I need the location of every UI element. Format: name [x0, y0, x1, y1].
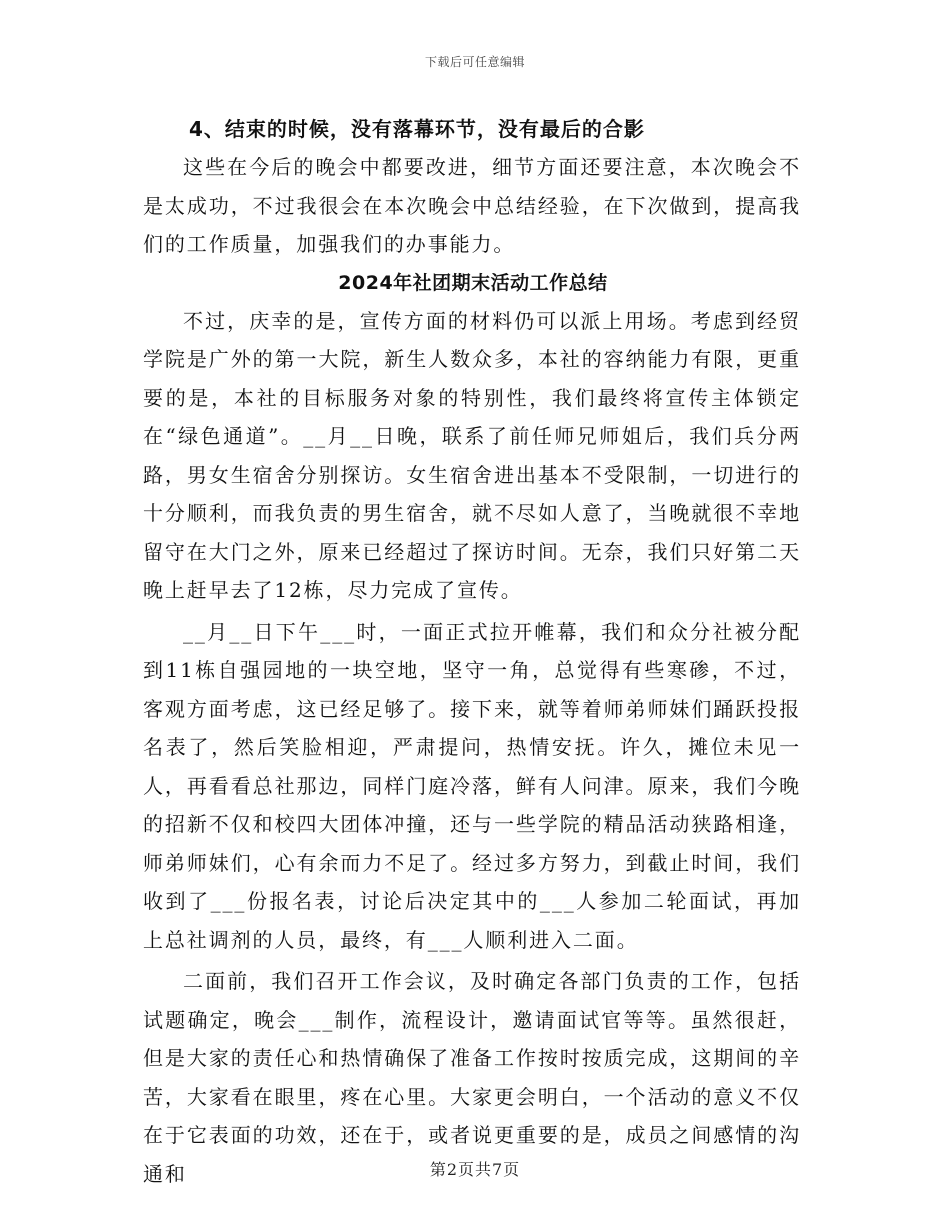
document-title: 2024年社团期末活动工作总结 [338, 271, 608, 294]
paragraph-1: 这些在今后的晚会中都要改进，细节方面还要注意，本次晚会不是太成功，不过我很会在本次晚会中总结经验，在下次做到，提高我们的工作质量，加强我们的办事能力。 [143, 155, 801, 256]
paragraph-3: __月__日下午___时，一面正式拉开帷幕，我们和众分社被分配到11栋自强园地的一块空地，坚守一角，总觉得有些寒碜，不过，客观方面考虑，这已经足够了。接下来，就等着师弟师妹们踊跃投报名表了，然后笑脸相迎，严肃提问，热情安抚。许久，摊位未见一人，再看看总社那边，同样门庭冷落，鲜有人问津。原来，我们今晚的招新不仅和校四大团体冲撞，还与一些学院的精品活动狭路相逢，师弟师妹们，心有余而力不足了。经过多方努力，到截止时间，我们收到了___份报名表，讨论后决定其中的___人参加二轮面试，再加上总社调剂的人员，最终，有___人顺利进入二面。 [143, 619, 801, 952]
header-note: 下载后可任意编辑 [424, 55, 525, 69]
paragraph-2: 不过，庆幸的是，宣传方面的材料仍可以派上用场。考虑到经贸学院是广外的第一大院，新生人数众多，本社的容纳能力有限，更重要的是，本社的目标服务对象的特别性，我们最终将宣传主体锁定在“绿色通道”。__月__日晚，联系了前任师兄师姐后，我们兵分两路，男女生宿舍分别探访。女生宿舍进出基本不受限制，一切进行的十分顺利，而我负责的男生宿舍，就不尽如人意了，当晚就很不幸地留守在大门之外，原来已经超过了探访时间。无奈，我们只好第二天晚上赶早去了12栋，尽力完成了宣传。 [143, 308, 801, 602]
document-body [143, 110, 801, 1193]
paragraph-4: 二面前，我们召开工作会议，及时确定各部门负责的工作，包括试题确定，晚会___制作，流程设计，邀请面试官等等。虽然很赶，但是大家的责任心和热情确保了准备工作按时按质完成，这期间的辛苦，大家看在眼里，疼在心里。大家更会明白，一个活动的意义不仅在于它表面的功效，还在于，或者说更重要的是，成员之间感情的沟通和 [143, 969, 801, 1186]
section-heading: 4、结束的时候，没有落幕环节，没有最后的合影 [189, 117, 645, 141]
page-number: 第2页共7页 [429, 1160, 521, 1179]
